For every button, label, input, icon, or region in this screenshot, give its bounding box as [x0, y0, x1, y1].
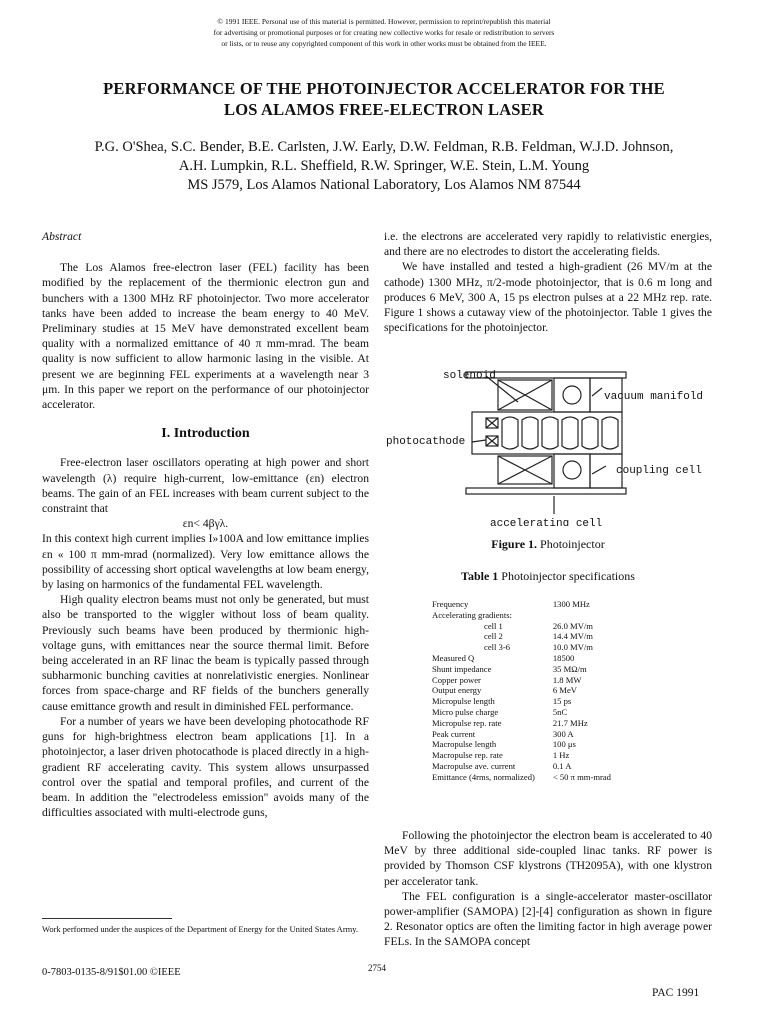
- spec-value: 300 A: [552, 728, 574, 739]
- spec-label: Micropulse length: [432, 696, 495, 707]
- table-row: [432, 750, 611, 761]
- table-row: [432, 707, 611, 718]
- paragraph: Following the photoinjector the electron beam is accelerated to 40 MeV by three additional side-coupled linac tanks. RF power is provided by Thomson CSF klystrons (TH2095A), with one klystron per accelerator tank.: [384, 829, 712, 888]
- spec-label: Macropulse rep. rate: [432, 750, 503, 761]
- right-column-bottom: [384, 828, 712, 950]
- spec-label: cell 3-6: [484, 642, 511, 653]
- equation: εn< 4βγλ.: [182, 517, 229, 531]
- paragraph: The FEL configuration is a single-accelerator master-oscillator power-amplifier (SAMOPA) [2]-[4] configuration as shown in figure 2. Resonator optics are often the limiting factor in high average power FELs. In the SAMOPA concept: [384, 889, 712, 949]
- author-line: P.G. O'Shea, S.C. Bender, B.E. Carlsten, J.W. Early, D.W. Feldman, R.B. Feldman, W.J.D. Johnson,: [94, 139, 674, 155]
- right-column-top: [384, 229, 712, 335]
- footer-isbn: 0-7803-0135-8/91$01.00 ©IEEE: [42, 967, 181, 978]
- paragraph: We have installed and tested a high-gradient (26 MV/m at the cathode) 1300 MHz, π/2-mode photoinjector, that is 0.6 m long and produces 6 MeV, 300 A, 15 ps electron pulses at a 22 MHz rep. rate. Figure 1 shows a cutaway view of the photoinjector. Table 1 gives the specifications for the photoinjector.: [384, 260, 712, 335]
- table-row: [432, 675, 611, 686]
- section-heading: I. Introduction: [161, 426, 250, 442]
- copyright-line: for advertising or promotional purposes or for creating new collective works for resale or redistribution to servers: [213, 28, 555, 37]
- paragraph: i.e. the electrons are accelerated very rapidly to relativistic energies, and there are no electrodes to distort the accelerating fields.: [384, 230, 712, 259]
- table-row: [432, 718, 611, 729]
- paragraph: For a number of years we have been developing photocathode RF guns for high-brightness electron beam applications [1]. In a photoinjector, a laser driven photocathode is placed directly in a high-gradient RF accelerating cavity. This system allows unsurpassed control over the spatial and temporal profiles, and current of the beam. In addition the "electrodeless emission" avoids many of the difficulties associated with multi-electrode guns,: [42, 714, 369, 820]
- table-caption-label: Table 1: [461, 569, 499, 583]
- coupling-cell-shape: [554, 454, 590, 488]
- spec-value: 5nC: [552, 706, 568, 717]
- spec-label: cell 1: [484, 620, 503, 631]
- page-number: 2754: [368, 963, 386, 973]
- table-row: [432, 696, 611, 707]
- spec-label: Accelerating gradients:: [432, 609, 512, 620]
- figure-caption-text: Photoinjector: [537, 537, 605, 551]
- spec-value: 26.0 MV/m: [552, 620, 593, 631]
- table-row: [432, 653, 611, 664]
- spec-label: cell 2: [484, 631, 503, 642]
- table-row: [432, 642, 611, 653]
- author-block: [30, 138, 738, 195]
- figure-photoinjector: [386, 366, 720, 526]
- paragraph: In this context high current implies I»100A and low emittance implies εn « 100 π mm-mrad (normalized). Very low emittance allows the possibility of accessing short optical wavelengths at low beam energy, by lasing on harmonics of the fundamental FEL wavelength.: [42, 532, 369, 592]
- label-vacuum-manifold: vacuum manifold: [604, 391, 704, 403]
- spec-label: Peak current: [432, 728, 476, 739]
- spec-value: 10.0 MV/m: [552, 642, 593, 653]
- table-row: [432, 772, 611, 783]
- abstract-text: The Los Alamos free-electron laser (FEL) facility has been modified by the replacement of the thermionic electron gun and bunchers with a 1300 MHz RF photoinjector. Two more accelerator tanks have been added to increase the beam energy to 40 MeV. Preliminary studies at 15 MeV have demonstrated excellent beam quality with a normalized emittance of 40 π mm-mrad. The beam quality is now sufficient to allow harmonic lasing in the visible. At present we are beginning FEL experiments at a wavelength near 3 μm. In this paper we report on the performance of our photoinjector accelerator.: [42, 261, 369, 412]
- spec-value: < 50 π mm-mrad: [552, 771, 611, 782]
- spec-label: Emittance (4rms, normalized): [432, 771, 535, 782]
- label-coupling-cell: coupling cell: [616, 465, 702, 477]
- spec-table: [432, 599, 611, 783]
- spec-value: 1 Hz: [552, 750, 570, 761]
- spec-label: Micropulse rep. rate: [432, 717, 502, 728]
- affiliation: MS J579, Los Alamos National Laboratory, Los Alamos NM 87544: [187, 177, 581, 193]
- spec-label: Macropulse ave. current: [432, 760, 516, 771]
- spec-value: 100 μs: [552, 739, 576, 750]
- abstract-label: Abstract: [42, 230, 82, 243]
- copyright-line: or lists, or to reuse any copyrighted component of this work in other works must be obtained from the IEEE.: [221, 39, 547, 48]
- title-line: PERFORMANCE OF THE PHOTOINJECTOR ACCELERATOR FOR THE: [103, 79, 665, 98]
- spec-label: Micro pulse charge: [432, 706, 499, 717]
- spec-value: 14.4 MV/m: [552, 631, 593, 642]
- left-column: [42, 229, 369, 820]
- author-line: A.H. Lumpkin, R.L. Sheffield, R.W. Springer, W.E. Stein, L.M. Young: [178, 158, 590, 174]
- spec-value: 35 MΩ/m: [552, 663, 587, 674]
- spec-value: 1300 MHz: [552, 599, 590, 609]
- table-caption: [384, 569, 712, 584]
- spec-value: 1.8 MW: [552, 674, 582, 685]
- table-row: [432, 631, 611, 642]
- table-row: [432, 599, 611, 610]
- copyright-line: © 1991 IEEE. Personal use of this material is permitted. However, permission to reprint/republish this material: [217, 17, 551, 26]
- footer-conference: PAC 1991: [652, 987, 700, 999]
- table-row: [432, 739, 611, 750]
- photoinjector-diagram: [386, 366, 720, 526]
- table-row: [432, 621, 611, 632]
- spec-value: 6 MeV: [552, 685, 577, 696]
- paragraph: High quality electron beams must not only be generated, but must also be transported to the wiggler without loss of beam quality. Previously such beams have been produced by thermionic high-voltage guns, with emittances near the source thermal limit. Before being accelerated in an RF linac the beam is typically passed through subharmonic bunching cavities at nonrelativistic energies. Nonlinear forces from space-charge and RF fields of the bunchers generally cause emittance growth and result in diminished FEL performance.: [42, 593, 369, 713]
- copyright-notice: [0, 16, 768, 49]
- paragraph: Free-electron laser oscillators operating at high power and short wavelength (λ) require high-current, low-emittance (εn) electron beams. The gain of an FEL increases with beam current subject to the constraint that: [42, 456, 369, 516]
- spec-label: Shunt impedance: [432, 663, 492, 674]
- spec-value: [535, 610, 611, 621]
- spec-value: 21.7 MHz: [552, 717, 588, 728]
- footnote: Work performed under the auspices of the Department of Energy for the United States Army.: [42, 924, 359, 934]
- figure-caption-label: Figure 1.: [491, 537, 538, 551]
- spec-value: 15 ps: [552, 696, 572, 707]
- table-caption-text: Photoinjector specifications: [498, 569, 635, 583]
- title-line: LOS ALAMOS FREE-ELECTRON LASER: [223, 100, 545, 119]
- spec-label: Copper power: [432, 674, 481, 685]
- spec-label: Frequency: [432, 599, 469, 609]
- label-photocathode: photocathode: [386, 436, 466, 448]
- table-row: [432, 664, 611, 675]
- spec-label: Macropulse length: [432, 739, 497, 750]
- label-accelerating-cell: accelerating cell: [490, 518, 603, 526]
- spec-label: Measured Q: [432, 652, 475, 663]
- spec-label: Output energy: [432, 685, 482, 696]
- vacuum-manifold-shape: [554, 378, 590, 412]
- table-row: [432, 761, 611, 772]
- table-row: [432, 685, 611, 696]
- table-row: [432, 729, 611, 740]
- figure-caption: [384, 537, 712, 552]
- table-row: [432, 610, 611, 621]
- label-solenoid: solenoid: [443, 370, 496, 382]
- paper-title: [40, 78, 728, 120]
- spec-value: 0.1 A: [552, 760, 572, 771]
- spec-value: 18500: [552, 652, 575, 663]
- footnote-rule: [42, 918, 172, 919]
